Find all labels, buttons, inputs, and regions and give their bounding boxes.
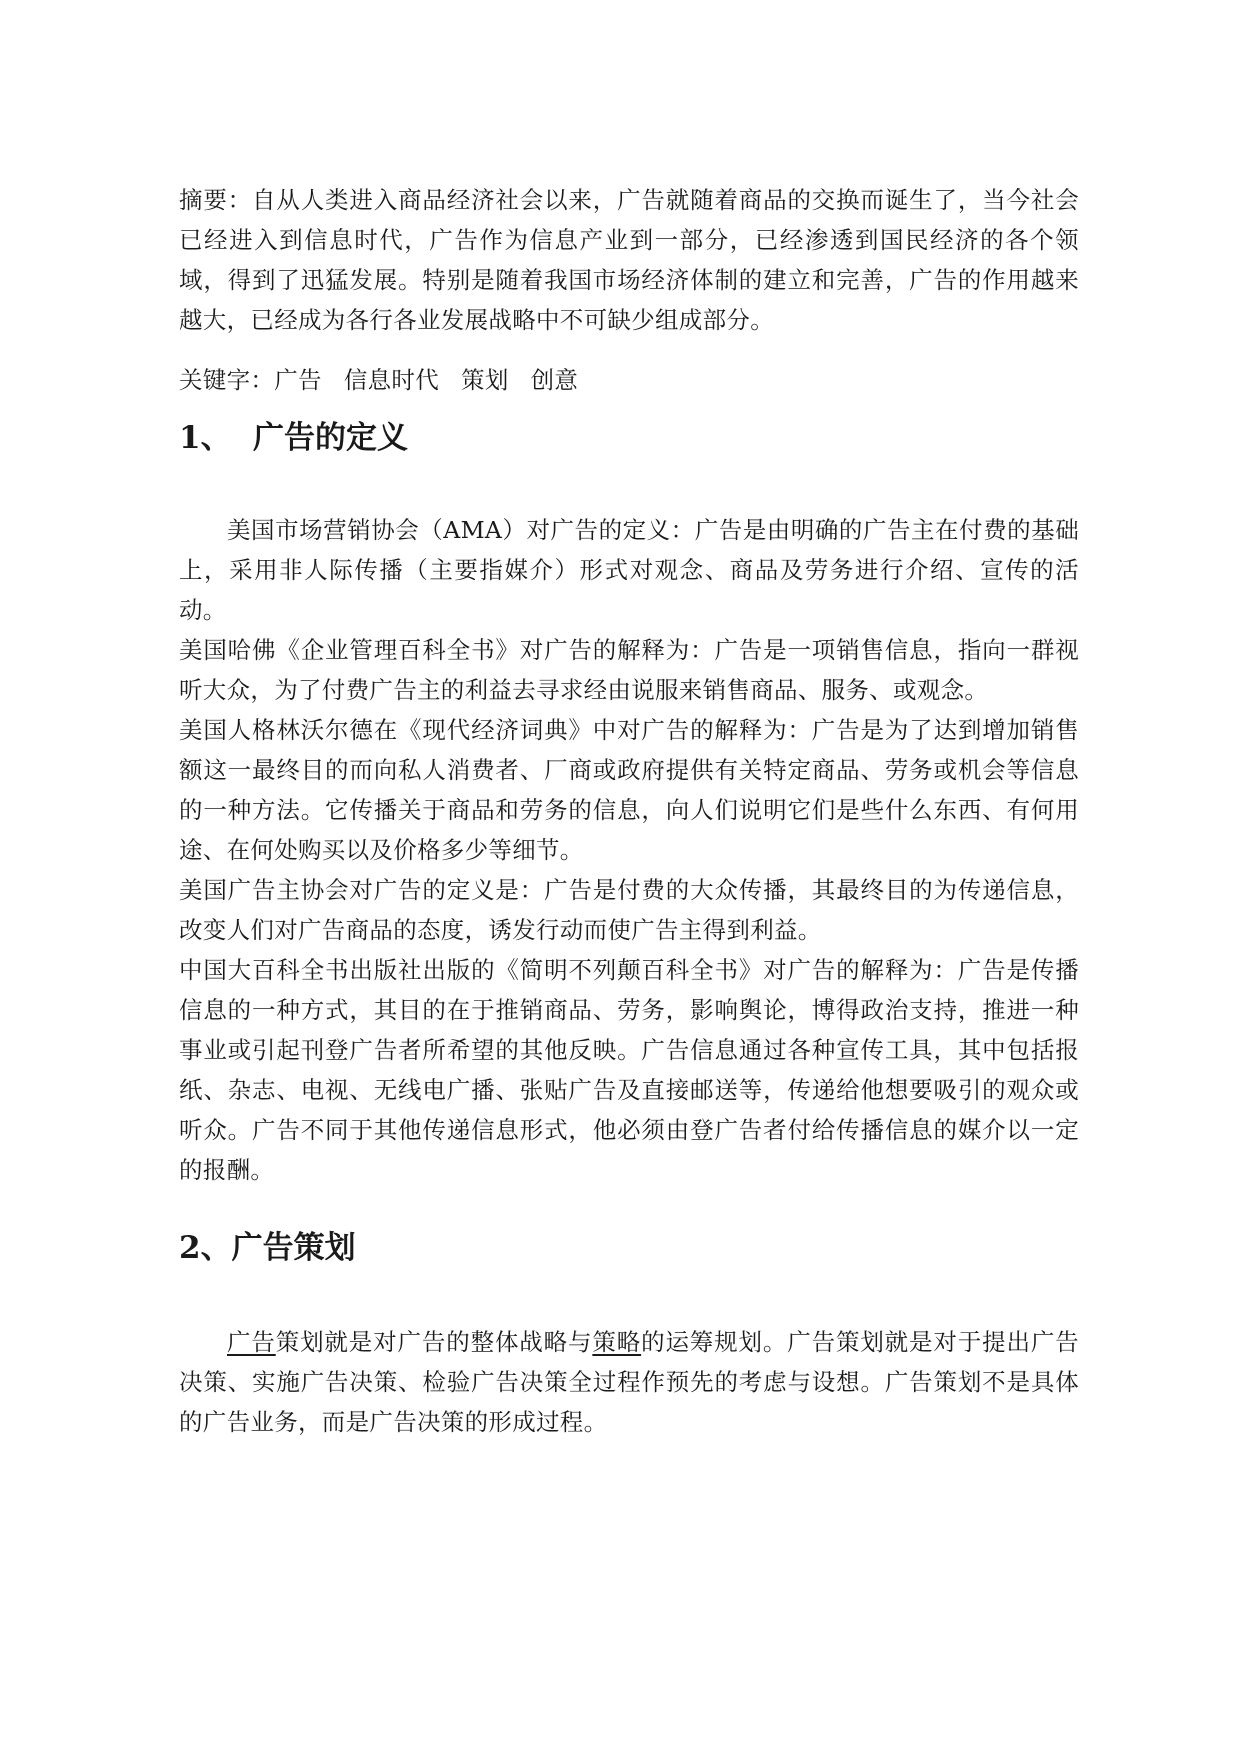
planning-text-part2: 的运筹规划。广告策划就是对于提出广告决策、实施广告决策、检验广告决策全过程作预先的考虑与设想。广告策划不是具体的广告业务，而是广告决策的形成过程。: [179, 1328, 1079, 1436]
keywords-line: [179, 360, 1079, 400]
abstract-paragraph: 摘要：自从人类进入商品经济社会以来，广告就随着商品的交换而诞生了，当今社会已经进入到信息时代，广告作为信息产业到一部分，已经渗透到国民经济的各个领域，得到了迅猛发展。特别是随着我国市场经济体制的建立和完善，广告的作用越来越大，已经成为各行各业发展战略中不可缺少组成部分。: [179, 186, 1079, 334]
section-2-heading: 2、广告策划: [179, 1230, 356, 1266]
planning-text-part1: 策划就是对广告的整体战略与: [275, 1328, 593, 1356]
section-1-number: 1、: [179, 420, 232, 456]
definition-paragraph-greenwald: 美国人格林沃尔德在《现代经济词典》中对广告的解释为：广告是为了达到增加销售额这一最终目的而向私人消费者、厂商或政府提供有关特定商品、劳务或机会等信息的一种方法。它传播关于商品和劳务的信息，向人们说明它们是些什么东西、有何用途、在何处购买以及价格多少等细节。: [179, 716, 1079, 864]
keyword-item: 信息时代: [343, 366, 440, 394]
section-1-title: 广告的定义: [253, 420, 408, 456]
definition-paragraph-britannica: 中国大百科全书出版社出版的《简明不列颠百科全书》对广告的解释为：广告是传播信息的一种方式，其目的在于推销商品、劳务，影响舆论，博得政治支持，推进一种事业或引起刊登广告者所希望的其他反映。广告信息通过各种宣传工具，其中包括报纸、杂志、电视、无线电广播、张贴广告及直接邮送等，传递给他想要吸引的观众或听众。广告不同于其他传递信息形式，他必须由登广告者付给传播信息的媒介以一定的报酬。: [179, 956, 1079, 1184]
keyword-item: 创意: [530, 366, 579, 394]
definition-paragraph-ama: 美国市场营销协会（AMA）对广告的定义：广告是由明确的广告主在付费的基础上，采用非人际传播（主要指媒介）形式对观念、商品及劳务进行介绍、宣传的活动。: [179, 516, 1079, 624]
definition-paragraph-harvard: 美国哈佛《企业管理百科全书》对广告的解释为：广告是一项销售信息，指向一群视听大众，为了付费广告主的利益去寻求经由说服来销售商品、服务、或观念。: [179, 636, 1079, 704]
document-page: [179, 180, 1079, 1442]
keyword-item: 策划: [461, 366, 509, 394]
strategy-link[interactable]: 策略: [592, 1328, 642, 1356]
definition-paragraph-advertisers-association: 美国广告主协会对广告的定义是：广告是付费的大众传播，其最终目的为传递信息，改变人们对广告商品的态度，诱发行动而使广告主得到利益。: [179, 876, 1079, 944]
keywords-label: 关键字：: [179, 366, 275, 394]
section-1-heading: [179, 410, 1079, 466]
keyword-item: 广告: [274, 366, 322, 394]
planning-paragraph: [179, 1322, 1079, 1442]
advertising-link[interactable]: 广告: [227, 1328, 276, 1356]
